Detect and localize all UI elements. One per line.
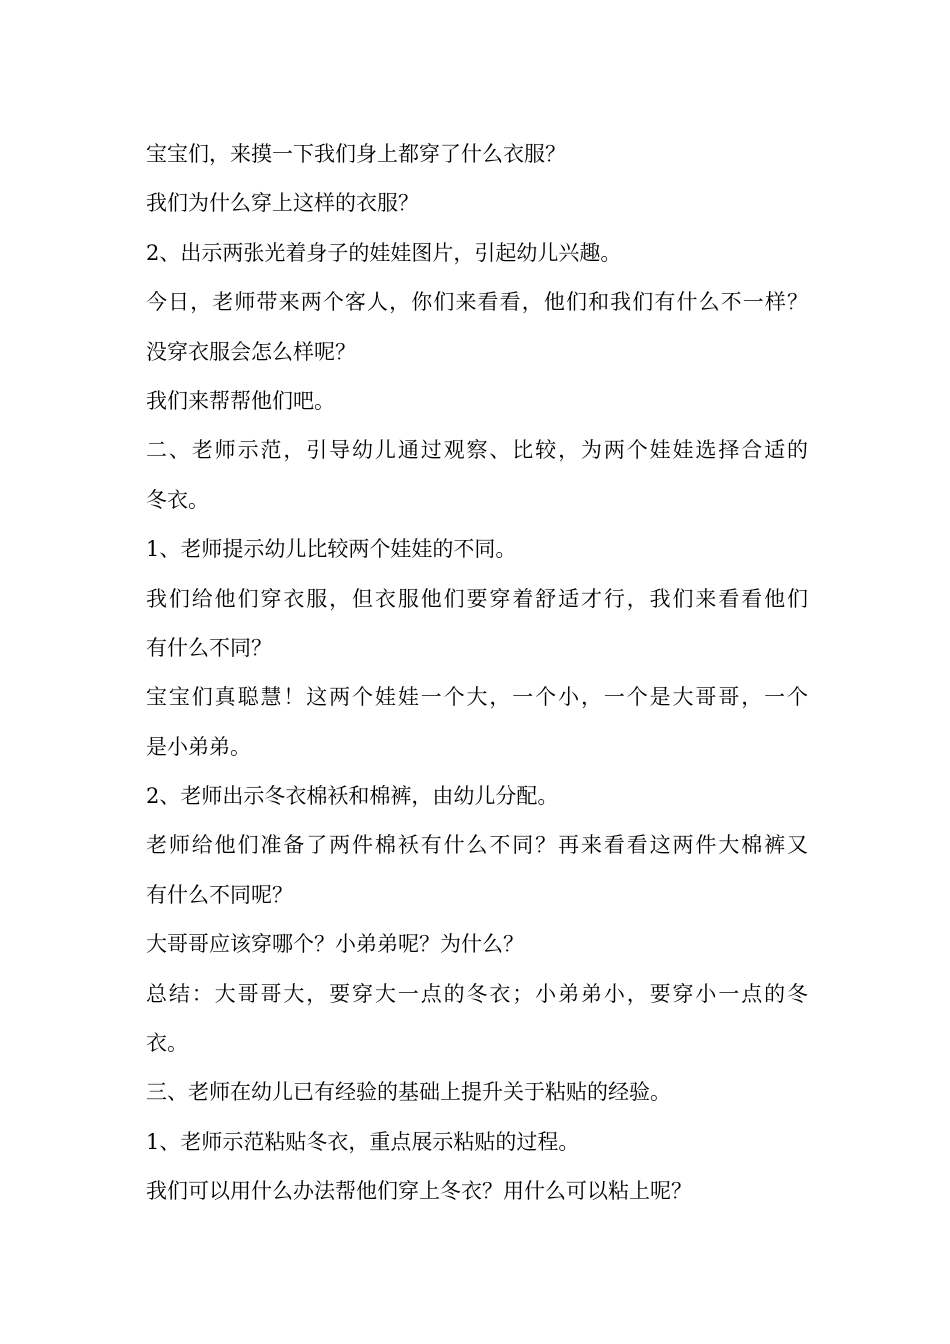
text-line: 今日，老师带来两个客人，你们来看看，他们和我们有什么不一样？ xyxy=(146,290,808,315)
text-line: 三、老师在幼儿已有经验的基础上提升关于粘贴的经验。 xyxy=(146,1080,671,1105)
text-line: 我们可以用什么办法帮他们穿上冬衣？用什么可以粘上呢？ xyxy=(146,1179,692,1204)
text-line: 我们来帮帮他们吧。 xyxy=(146,388,335,413)
text-line: 冬衣。 xyxy=(146,487,209,512)
text-line: 2、出示两张光着身子的娃娃图片，引起幼儿兴趣。 xyxy=(146,240,622,265)
text-line: 我们给他们穿衣服，但衣服他们要穿着舒适才行，我们来看看他们 xyxy=(146,586,808,611)
text-line: 总结：大哥哥大，要穿大一点的冬衣；小弟弟小，要穿小一点的冬 xyxy=(146,981,808,1006)
text-line: 2、老师出示冬衣棉袄和棉裤，由幼儿分配。 xyxy=(146,784,559,809)
text-line: 1、老师提示幼儿比较两个娃娃的不同。 xyxy=(146,537,517,562)
text-line: 二、老师示范，引导幼儿通过观察、比较，为两个娃娃选择合适的 xyxy=(146,438,808,463)
text-line: 老师给他们准备了两件棉袄有什么不同？再来看看这两件大棉裤又 xyxy=(146,833,808,858)
text-line: 衣。 xyxy=(146,1031,188,1056)
text-line: 有什么不同呢？ xyxy=(146,882,293,907)
document-body xyxy=(146,130,808,1217)
text-line: 有什么不同？ xyxy=(146,635,272,660)
text-line: 1、老师示范粘贴冬衣，重点展示粘贴的过程。 xyxy=(146,1129,580,1154)
text-line: 大哥哥应该穿哪个？小弟弟呢？为什么？ xyxy=(146,932,524,957)
text-line: 宝宝们，来摸一下我们身上都穿了什么衣服？ xyxy=(146,142,566,166)
text-line: 没穿衣服会怎么样呢？ xyxy=(146,339,356,364)
text-line: 我们为什么穿上这样的衣服？ xyxy=(146,191,419,216)
text-line: 宝宝们真聪慧！这两个娃娃一个大，一个小，一个是大哥哥，一个 xyxy=(146,685,808,710)
text-line: 是小弟弟。 xyxy=(146,734,251,759)
